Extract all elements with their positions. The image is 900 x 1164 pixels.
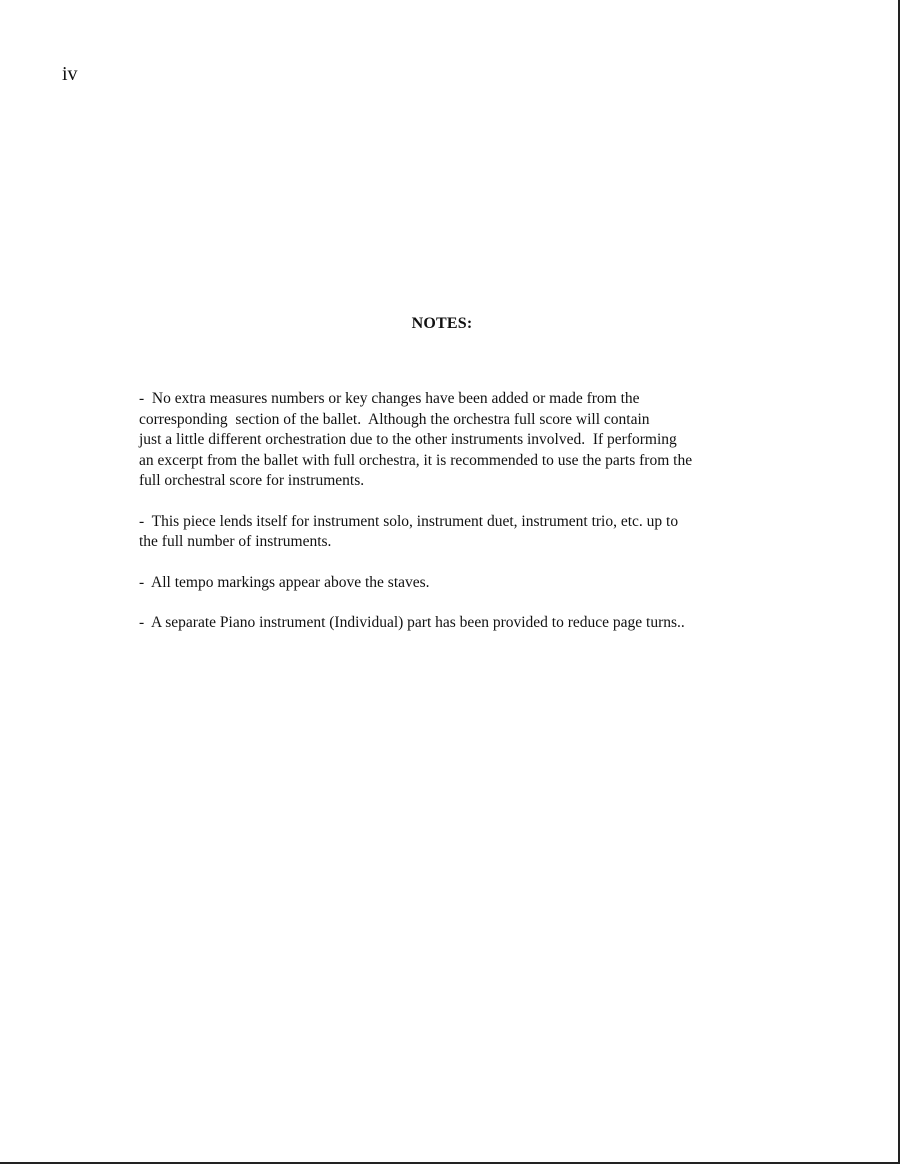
note-item: [139, 613, 799, 634]
page-number: iv: [62, 63, 78, 85]
note-line: - This piece lends itself for instrument solo, instrument duet, instrument trio, etc. up to: [139, 512, 679, 530]
note-line: - A separate Piano instrument (Individual) part has been provided to reduce page turns..: [139, 614, 685, 631]
note-item: [139, 512, 799, 553]
note-line: - All tempo markings appear above the staves.: [139, 573, 430, 591]
note-line: corresponding section of the ballet. Although the orchestra full score will contain: [139, 410, 650, 428]
note-line: an excerpt from the ballet with full orchestra, it is recommended to use the parts from the: [139, 451, 693, 469]
notes-heading: NOTES:: [411, 315, 473, 332]
notes-list: [139, 389, 799, 654]
note-line: just a little different orchestration due to the other instruments involved. If performing: [139, 431, 677, 448]
note-item: [139, 389, 799, 492]
note-line: - No extra measures numbers or key changes have been added or made from the: [139, 390, 640, 407]
note-line: full orchestral score for instruments.: [139, 472, 365, 489]
note-line: the full number of instruments.: [139, 533, 332, 550]
note-item: [139, 573, 799, 594]
